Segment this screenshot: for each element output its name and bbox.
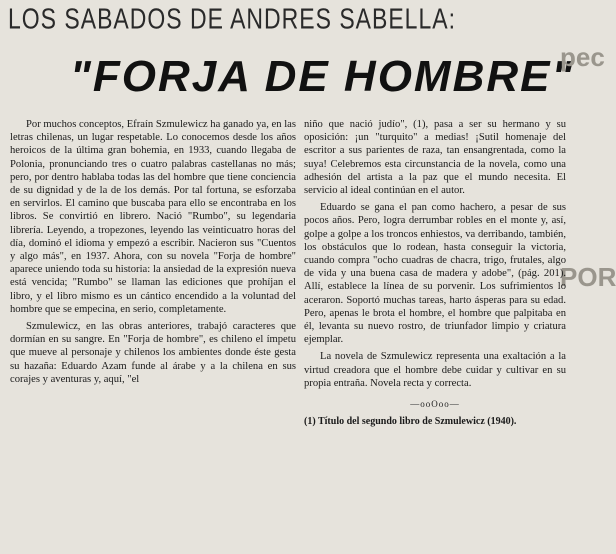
article-column-right bbox=[304, 118, 566, 428]
column-kicker: LOS SABADOS DE ANDRES SABELLA: bbox=[8, 2, 456, 35]
article-headline: "FORJA DE HOMBRE" bbox=[70, 52, 575, 101]
section-separator: —ooOoo— bbox=[410, 399, 460, 410]
article-paragraph: Eduardo se gana el pan como hachero, a pesar de sus pocos años. Pero, logra derrumbar robles en el monte y, así, golpe a golpe a los troncos enhiestos, va derribando, también, los obstáculos que lo rodean, hasta conseguir la victoria, cuando compra "ocho cuadras de chacra, trigo, frutales, algo de vida y una buena casa de madera y adobe", (pág. 201). Allí, establece la línea de su porvenir. Los sufrimientos lo aceraron. Soportó muchas tareas, harto ásperas para su edad. Pero, apenas le brota el hombre, el hombre que palpitaba en él, levanta su nuevo rostro, de triunfador limpio y criatura ejemplar. bbox=[304, 202, 566, 346]
article-column-left bbox=[10, 118, 296, 386]
adjacent-page-fragment: pec bbox=[560, 42, 605, 72]
article-paragraph: La novela de Szmulewicz representa una exaltación a la virtud creadora que el hombre debe cuidar y cultivar en su propia entraña. Novela recta y correcta. bbox=[304, 351, 566, 389]
article-paragraph: niño que nació judío", (1), pasa a ser su hermano y su oposición: ¡un "turquito" a medias! ¡Sutil homenaje del escritor a sus parientes de raza, tan ensangrentada, como la suya! Celebremos esta circunstancia de la novela, como una adhesión del artista a la paz que el mundo necesita. El servicio al ideal continúan en el autor. bbox=[304, 119, 566, 197]
article-paragraph: Por muchos conceptos, Efraín Szmulewicz ha ganado ya, en las letras chilenas, un lugar respetable. Lo conocemos desde los años heroicos de la última gran bohemia, en 1933, cuando llegaba de Polonia, pronunciando tres o cuatro palabras castellanas no más; pero, por dentro hablaba todas las del hombre que tiene conciencia de su dignidad y de la de los demás. Por tal fortuna, se esforzaba en servirlos. El camino que buscaba para ello se encontraba en los libros. Se convirtió en librero. Nació "Rumbo", su legendaria librería. Leyendo, a tropezones, leyendo las veinticuatro horas del día, dominó el idioma y empezó a escribir. Nacieron sus "Cuentos y algo más", en 1937. Ahora, con su novela "Forja de hombre" aparece uniendo toda su historia: la ansiedad de la expresión nueva está vencida; "Rumbo" se llaman las ediciones que prohíjan el libro, y el libro mismo es un cántico encendido a la voluntad del hombre que se empecina, en serio, completamente. bbox=[10, 119, 296, 315]
adjacent-page-fragment: POR bbox=[560, 262, 616, 292]
footnote: (1) Título del segundo libro de Szmulewicz (1940). bbox=[304, 416, 517, 428]
article-paragraph: Szmulewicz, en las obras anteriores, trabajó caracteres que dormían en su sangre. En "Forja de hombre", es chileno el ímpetu que mueve al personaje y chilenos los ambientes donde éste gesta su hazaña: Eduardo Azam funde al árabe y a la chilena en sus corajes y aventuras y, aquí, "el bbox=[10, 321, 296, 385]
